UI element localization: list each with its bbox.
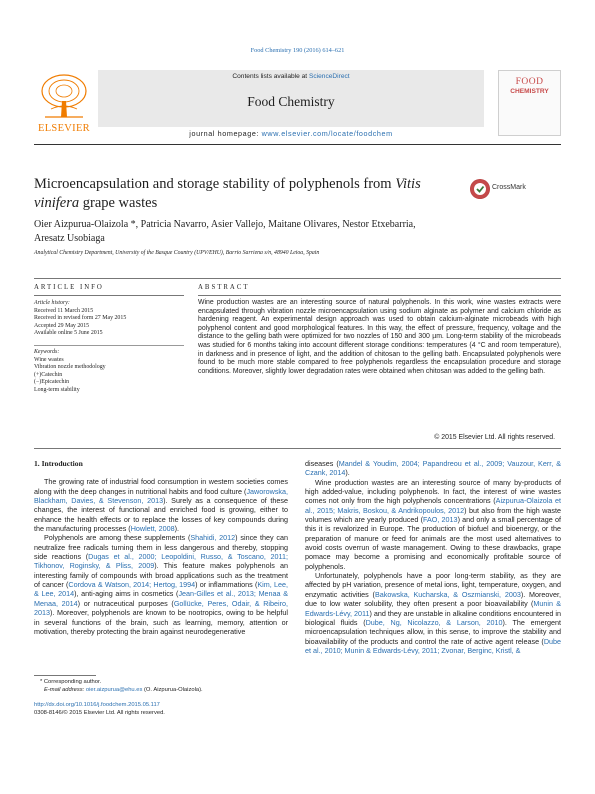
paragraph xyxy=(305,571,561,655)
contents-prefix: Contents lists available at xyxy=(232,73,309,80)
text-run: ) or nutraceutical purposes ( xyxy=(77,598,174,608)
issn-line: 0308-8146/© 2015 Elsevier Ltd. All rights reserved. xyxy=(34,710,165,716)
footnotes xyxy=(34,678,288,694)
title-species: Vitis vinifera xyxy=(34,176,421,211)
body-column-right xyxy=(305,459,561,655)
history-label: Article history: xyxy=(34,300,70,306)
journal-cover-thumbnail[interactable] xyxy=(498,70,561,136)
citation-link[interactable]: Jean-Gilles et al., 2013; Menaa & Menaa, 2014 xyxy=(34,589,288,608)
paragraph xyxy=(34,533,288,636)
text-run: ), anti-aging aims in cosmetics ( xyxy=(74,589,179,599)
keyword: Wine wastes xyxy=(34,356,64,363)
paper-title xyxy=(34,175,454,213)
homepage-line xyxy=(98,129,484,138)
abstract-bottom-rule xyxy=(34,448,561,449)
section-heading-introduction: 1. Introduction xyxy=(34,459,83,468)
info-rule xyxy=(34,295,184,296)
text-run: Polyphenols are among these supplements ( xyxy=(44,533,191,543)
text-run: ) and they are unstable in alkaline conditions encountered in biological fluids ( xyxy=(305,608,561,627)
abstract-rule xyxy=(198,295,561,296)
journal-reference[interactable]: Food Chemistry 190 (2016) 614–621 xyxy=(250,47,345,54)
article-info xyxy=(34,300,184,395)
header-rule xyxy=(34,144,561,145)
title-text: Microencapsulation and storage stability of polyphenols from xyxy=(34,176,396,192)
citation-link[interactable]: FAO, 2013 xyxy=(423,515,458,525)
text-run: ). xyxy=(174,524,180,534)
text-run: ). Moreover, due to low water solubility, they often present a poor bioavailability ( xyxy=(305,589,561,609)
keyword: (+)Catechin xyxy=(34,371,63,378)
citation-link[interactable]: Howlett, 2008 xyxy=(130,524,175,534)
info-divider xyxy=(34,345,184,346)
text-run: ) since they can neutralize free radicals turning them in less dangerous and thereby, stopping side reactions ( xyxy=(34,533,288,562)
text-run: The growing rate of industrial food consumption in western societies comes along with the deep changes in nutritional habits and food culture ( xyxy=(34,477,288,496)
citation-link[interactable]: Gollücke, Peres, Odair, & Ribeiro, 2013 xyxy=(34,598,288,618)
body-column-left xyxy=(34,459,288,636)
history-accepted: Accepted 29 May 2015 xyxy=(34,322,90,329)
affiliation: Analytical Chemistry Department, University of the Basque Country (UPV/EHU), Barrio Sarriena s/n, 48940 Leioa, Spain xyxy=(34,250,320,256)
journal-title: Food Chemistry xyxy=(247,94,335,109)
paragraph xyxy=(305,459,561,478)
sciencedirect-link[interactable]: ScienceDirect xyxy=(308,73,350,80)
text-run: Wine production wastes are an interesting source of many by-products of high added-value, including polyphenols. In fact, the interest of wine wastes comes not only from the high polyphenols concentrations ( xyxy=(305,477,561,506)
crossmark-label: CrossMark xyxy=(492,184,526,191)
email-link[interactable]: oier.aizpurua@ehu.es xyxy=(85,687,143,693)
authors-line: Aresatz Usobiaga xyxy=(34,233,105,244)
email-label: E-mail address: xyxy=(44,687,86,693)
history-revised: Received in revised form 27 May 2015 xyxy=(34,315,127,322)
text-run: ). xyxy=(345,468,350,478)
citation-link[interactable]: Shahidi, 2012 xyxy=(190,533,236,543)
abstract-heading: ABSTRACT xyxy=(198,284,250,291)
journal-masthead xyxy=(34,70,561,136)
keyword: Vibration nozzle methodology xyxy=(34,364,106,371)
publication-footer xyxy=(34,701,288,717)
footnote-email xyxy=(34,686,288,694)
keywords-label: Keywords: xyxy=(34,348,60,355)
homepage-prefix: journal homepage: xyxy=(189,129,262,138)
cover-title-chemistry: CHEMISTRY xyxy=(510,88,549,95)
text-run: ). Moreover, polyphenols are known to be nootropics, owing to be helpful in several functions of the brain, such as learning, memory, attention or motivation, thereby protecting the brain against neurodegenerative xyxy=(34,608,288,636)
masthead-box xyxy=(98,70,484,127)
citation-link[interactable]: Mandel & Youdim, 2004; Papandreou et al., 2009; Vauzour, Kerr, & Czank, 2014 xyxy=(305,459,561,478)
homepage-link[interactable]: www.elsevier.com/locate/foodchem xyxy=(261,129,393,138)
citation-link[interactable]: Bakowska, Kucharska, & Oszmianski, 2003 xyxy=(374,589,521,599)
elsevier-tree-icon xyxy=(37,71,91,121)
citation-link[interactable]: Dugas et al., 2000; Leopoldini, Russo, & Toscano, 2011; Tikhonov, Roginsky, & Pliss, 2009 xyxy=(34,552,288,571)
keyword: Long-term stability xyxy=(34,386,80,393)
footnote-rule xyxy=(34,675,96,676)
history-online: Available online 5 June 2015 xyxy=(34,330,103,337)
text-run: Unfortunately, polyphenols have a poor long-term stability, as they are affected by pH variation, presence of metal ions, light, temperature, oxygen, and enzymatic activities ( xyxy=(305,571,561,599)
cover-title-food: FOOD xyxy=(515,77,544,87)
crossmark-icon xyxy=(470,179,490,199)
email-suffix: (O. Aizpurua-Olaizola). xyxy=(142,687,203,693)
citation-link[interactable]: Jaworowska, Blackham, Davies, & Stevenson, 2013 xyxy=(34,486,288,506)
text-run: diseases ( xyxy=(305,459,339,468)
citation-link[interactable]: Aizpurua-Olaizola et al., 2015; Makris, Boskou, & Andrikopoulos, 2012 xyxy=(305,496,561,515)
keyword: (−)Epicatechin xyxy=(34,379,70,386)
elsevier-wordmark: ELSEVIER xyxy=(38,123,90,134)
title-text-end: grape wastes xyxy=(79,195,158,211)
text-run: ). This feature makes polyphenols an interesting family of compounds with broad applications such as the treatment of cancer ( xyxy=(34,561,288,590)
text-run: ) and only a small percentage of this it is revalorized in Europe. The production of biofuel and bioenergy, or the preparation of manure or feed for animals are the most used alternatives to avoid costs overrun of waste management. Owing to these drawbacks, grape pomace may become a promising and economically profitable source of polyphenols. xyxy=(305,515,561,571)
footnote-corresponding: * Corresponding author. xyxy=(40,679,102,685)
citation-link[interactable]: Dube, Ng, Nicolazzo, & Larson, 2010 xyxy=(365,617,503,627)
citation-link[interactable]: Munin & Edwards-Lévy, 2011 xyxy=(305,599,561,618)
text-run: ) or inflammations ( xyxy=(195,580,258,590)
citation-link[interactable]: Dube et al., 2010; Munin & Edwards-Lévy, 2011; Zvonar, Berginc, Kristl, & xyxy=(305,636,561,655)
article-info-heading: ARTICLE INFO xyxy=(34,284,104,291)
paragraph xyxy=(34,477,288,533)
paragraph xyxy=(305,478,561,571)
abstract-text: Wine production wastes are an interesting source of natural polyphenols. In this work, wine wastes extracts were encapsulated through vibration nozzle microencapsulation using sodium alginate as polymer and calcium chloride as hardening reagent. An experimental design approach was used to obtain calcium-alginate microbeads with high polyphenol content and good morphological features. In this way, the effect of pressure, frequency, voltage and the distance to the gelling bath were optimized for two nozzles of 150 and 300 µm. Long-term stability of the microbeads was studied for 6 months taking into account different storage conditions: temperatures (4 °C and room temperature), in darkness and in presence of light, and the addition of chitosan to the gelling bath. Encapsulated polyphenols were found to be much more stable compared to free polyphenols regardless the encapsulation procedure and storage conditions. Moreover, slightly lower degradation rates were obtained when chitosan was added to the gelling bath. xyxy=(198,299,561,375)
elsevier-logo[interactable] xyxy=(34,70,94,136)
author-list xyxy=(34,218,561,246)
text-run: ). Surely as a consequence of these changes, the interest of functional and enriched food is growing, either to enhance the health effects or to replace the losses of key compounds during the manufacturing processes ( xyxy=(34,496,289,534)
authors-line: Oier Aizpurua-Olaizola *, Patricia Navarro, Asier Vallejo, Maitane Olivares, Nestor Etxebarria, xyxy=(34,219,416,230)
crossmark-badge[interactable] xyxy=(470,178,560,200)
doi-link[interactable]: http://dx.doi.org/10.1016/j.foodchem.2015.05.117 xyxy=(34,702,160,708)
text-run: ). The emergent microencapsulation techniques allow, in this sense, to improve the stability and bioavailability of the products and control the rate of active agent release ( xyxy=(305,617,561,646)
title-rule xyxy=(34,278,561,279)
citation-link[interactable]: Cordova & Watson, 2014; Hertog, 1994 xyxy=(68,580,196,590)
history-received: Received 11 March 2015 xyxy=(34,307,94,314)
text-run: ) but also from the high waste volumes which are yearly produced ( xyxy=(305,505,561,525)
citation-link[interactable]: Kim, Lee, & Lee, 2014 xyxy=(34,580,288,599)
contents-line xyxy=(98,73,484,80)
copyright: © 2015 Elsevier Ltd. All rights reserved. xyxy=(434,434,555,441)
